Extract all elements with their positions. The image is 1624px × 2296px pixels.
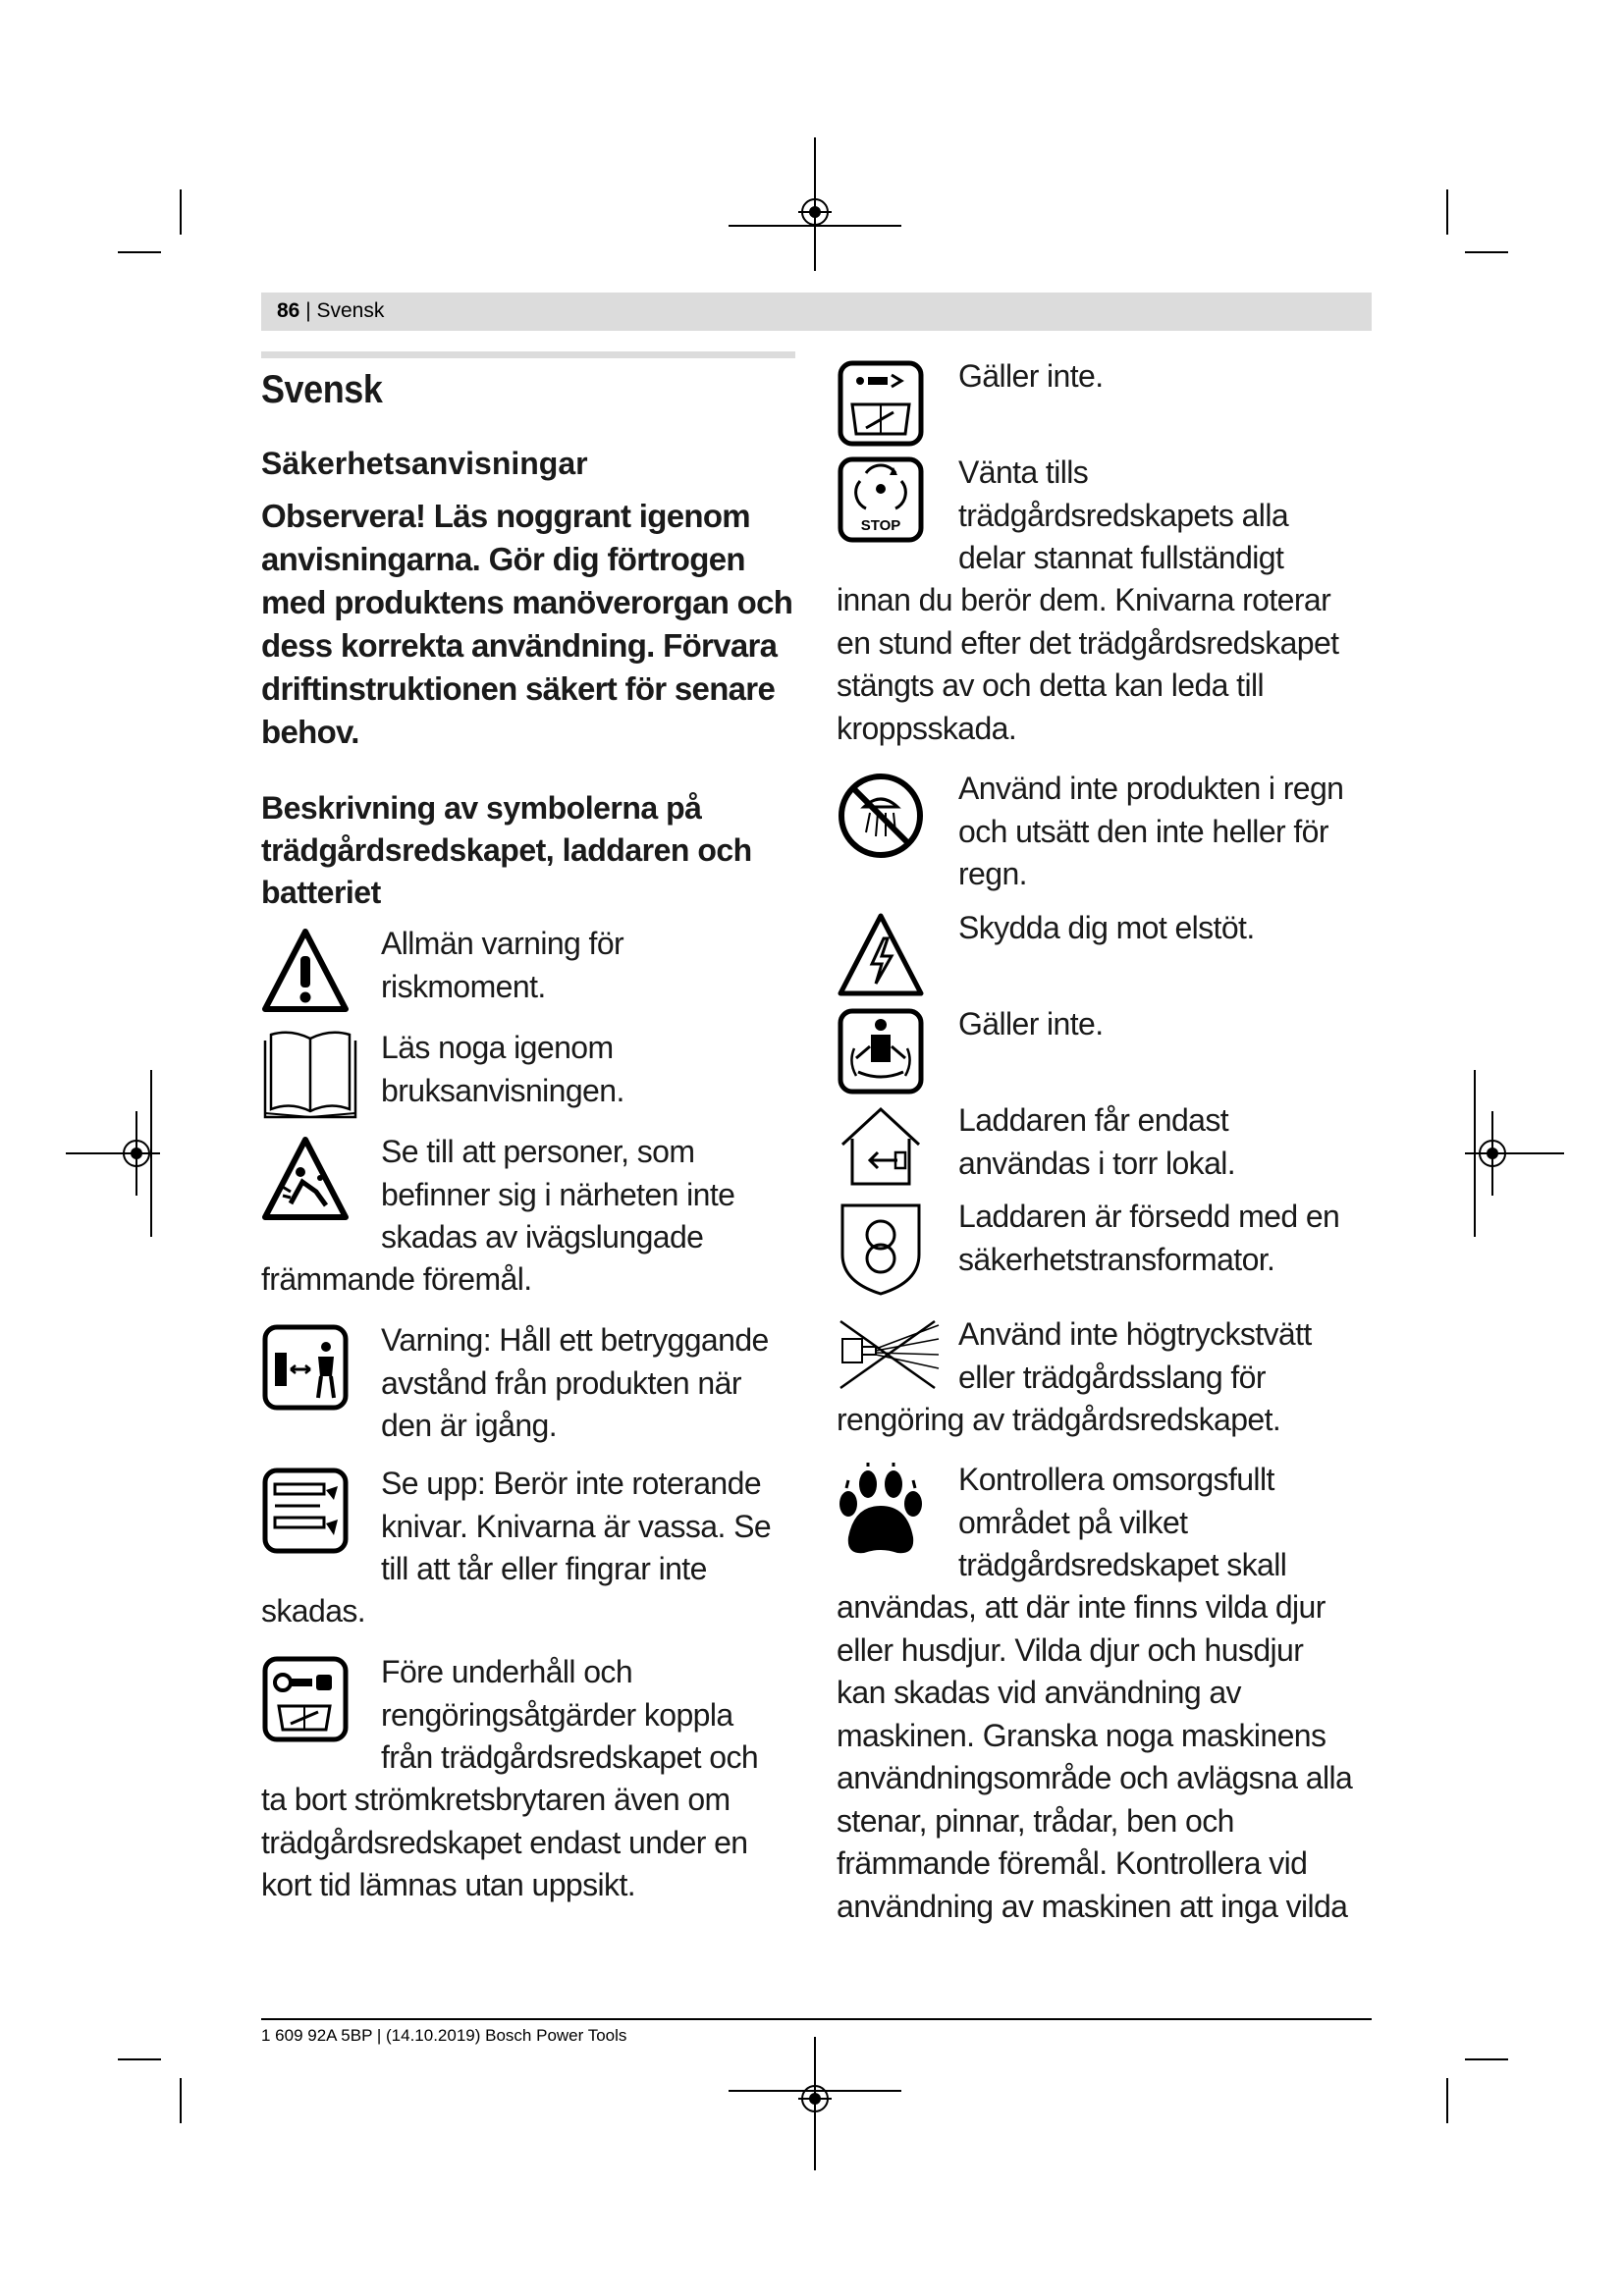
symbol-text-not-applicable-2: [958, 1003, 1104, 1046]
thrown-objects-icon: [261, 1135, 350, 1223]
text-line: regn.: [958, 856, 1027, 891]
text-line: främmande föremål. Kontrollera vid: [837, 1845, 1308, 1881]
text-line: innan du berör dem. Knivarna roterar: [837, 582, 1331, 617]
symbol-text-animals-cont: [837, 1586, 1352, 1928]
footer-rule: [261, 2018, 1372, 2020]
safety-heading: Säkerhetsanvisningar: [261, 446, 588, 481]
symbol-text-not-applicable-1: [958, 355, 1104, 399]
no-pressure-washer-icon: [837, 1317, 945, 1392]
symbol-text-general-warning: [381, 923, 623, 1008]
text-line: skadas.: [261, 1593, 366, 1629]
text-line: användning av maskinen att inga vilda: [837, 1888, 1348, 1924]
text-line: trädgårdsredskapet skall: [958, 1547, 1287, 1582]
text-line: Läs noga igenom: [381, 1030, 614, 1065]
text-line: rengöring av trädgårdsredskapet.: [837, 1402, 1281, 1437]
symbol-text-stop-wait-cont: [837, 579, 1338, 750]
text-line: främmande föremål.: [261, 1261, 532, 1297]
symbols-heading-line: Beskrivning av symbolerna på: [261, 790, 702, 826]
text-line: trädgårdsredskapets alla: [958, 497, 1289, 533]
symbol-text-rotating-blades: [381, 1463, 771, 1591]
text-line: Gäller inte.: [958, 1006, 1104, 1041]
text-line: eller husdjur. Vilda djur och husdjur: [837, 1631, 1304, 1668]
text-line: trädgårdsredskapet endast under en: [261, 1824, 748, 1860]
indoor-dry-icon: [837, 1103, 925, 1192]
registration-mark-bottom: [727, 2037, 903, 2174]
symbol-text-rotating-blades-cont: [261, 1590, 365, 1633]
safety-warning: [261, 495, 811, 754]
symbol-text-safety-transformer: [958, 1196, 1339, 1281]
keep-distance-icon: [261, 1323, 350, 1412]
no-rain-icon: [837, 772, 925, 860]
text-line: till att tår eller fingrar inte: [381, 1551, 707, 1586]
registration-mark-left: [64, 1109, 162, 1198]
symbol-text-indoor-dry: [958, 1099, 1235, 1185]
text-line: användas i torr lokal.: [958, 1145, 1236, 1181]
text-line: kan skadas vid användning av: [837, 1675, 1241, 1710]
text-line: en stund efter det trädgårdsredskapet: [837, 624, 1339, 661]
text-line: stängts av och detta kan leda till: [837, 667, 1264, 703]
text-line: användas, att där inte finns vilda djur: [837, 1589, 1326, 1625]
text-line: bruksanvisningen.: [381, 1072, 624, 1108]
manual-book-icon: [261, 1031, 359, 1121]
safety-warning-line: driftinstruktionen säkert för senare: [261, 670, 776, 707]
symbol-text-no-pressure-washer: [958, 1313, 1312, 1399]
text-line: Se till att personer, som: [381, 1134, 695, 1169]
page-number: 86: [277, 299, 300, 322]
text-line: från trädgårdsredskapet och: [381, 1739, 759, 1775]
symbol-text-read-manual: [381, 1027, 624, 1112]
text-line: befinner sig i närheten inte: [381, 1176, 735, 1212]
text-line: kroppsskada.: [837, 710, 1017, 746]
text-line: Använd inte högtryckstvätt: [958, 1316, 1312, 1352]
text-line: Kontrollera omsorgsfullt: [958, 1462, 1274, 1497]
page-title: Svensk: [261, 368, 383, 411]
text-line: stenar, pinnar, trådar, ben och: [837, 1802, 1234, 1839]
text-line: rengöringsåtgärder koppla: [381, 1696, 733, 1733]
text-line: den är igång.: [381, 1408, 558, 1443]
text-line: Laddaren får endast: [958, 1102, 1229, 1138]
safety-warning-line: anvisningarna. Gör dig förtrogen: [261, 541, 745, 577]
symbol-text-animals: [958, 1459, 1286, 1587]
text-line: säkerhetstransformator.: [958, 1241, 1275, 1277]
symbol-text-thrown-objects: [381, 1131, 734, 1259]
text-line: eller trädgårdsslang för: [958, 1359, 1266, 1395]
text-line: området på vilket: [958, 1504, 1188, 1540]
text-line: knivar. Knivarna är vassa. Se: [381, 1508, 772, 1544]
symbol-text-no-rain: [958, 768, 1343, 896]
doc-number: 1 609 92A 5BP: [261, 2026, 373, 2045]
symbols-heading-line: trädgårdsredskapet, laddaren och: [261, 832, 752, 868]
symbol-text-electric-shock: [958, 907, 1255, 950]
text-line: delar stannat fullständigt: [958, 540, 1284, 575]
header-section: Svensk: [316, 299, 385, 322]
symbol-text-disconnect: [381, 1651, 758, 1780]
symbol-text-keep-distance: [381, 1319, 769, 1448]
running-header: 86 | Svensk: [277, 299, 385, 322]
safety-transformer-icon: [837, 1200, 925, 1298]
safety-warning-line: behov.: [261, 714, 359, 750]
electric-shock-icon: [837, 911, 925, 999]
operator-icon: [837, 1007, 925, 1095]
symbol-text-no-pressure-washer-cont: [837, 1399, 1280, 1442]
animal-paw-icon: [837, 1463, 925, 1557]
text-line: Varning: Håll ett betryggande: [381, 1322, 769, 1358]
text-line: ta bort strömkretsbrytaren även om: [261, 1782, 731, 1817]
rotating-blades-icon: [261, 1467, 350, 1555]
stop-wait-icon: [837, 455, 925, 544]
symbol-text-disconnect-cont: [261, 1779, 748, 1907]
svg-text:STOP: STOP: [860, 517, 901, 534]
text-line: avstånd från produkten när: [381, 1364, 741, 1401]
safety-warning-line: med produktens manöverorgan och: [261, 584, 793, 620]
doc-date: (14.10.2019): [386, 2026, 481, 2045]
safety-warning-line: dess korrekta användning. Förvara: [261, 627, 778, 664]
text-line: Använd inte produkten i regn: [958, 771, 1344, 806]
footer-brand: Bosch Power Tools: [485, 2026, 627, 2045]
header-bar: [261, 293, 1372, 331]
warning-triangle-icon: [261, 927, 350, 1015]
text-line: Före underhåll och: [381, 1654, 633, 1689]
symbols-heading-line: batteriet: [261, 875, 381, 910]
symbol-text-stop-wait: [958, 452, 1288, 580]
registration-mark-right: [1463, 1109, 1566, 1198]
safety-warning-line: Observera! Läs noggrant igenom: [261, 498, 750, 534]
symbol-text-thrown-objects-cont: [261, 1258, 532, 1302]
text-line: Se upp: Berör inte roterande: [381, 1466, 762, 1501]
registration-mark-top: [727, 137, 903, 275]
text-line: Gäller inte.: [958, 358, 1104, 394]
section-rule: [261, 351, 795, 358]
text-line: Allmän varning för: [381, 926, 624, 961]
footer: 1 609 92A 5BP | (14.10.2019) Bosch Power Tools: [261, 2026, 627, 2045]
text-line: Skydda dig mot elstöt.: [958, 910, 1255, 945]
text-line: användningsområde och avlägsna alla: [837, 1760, 1353, 1795]
text-line: skadas av ivägslungade: [381, 1219, 704, 1255]
text-line: riskmoment.: [381, 968, 546, 1004]
symbols-heading: [261, 787, 811, 914]
disconnect-key-icon: [261, 1655, 350, 1743]
text-line: och utsätt den inte heller för: [958, 813, 1328, 849]
not-applicable-manual-icon: [837, 359, 925, 448]
text-line: Vänta tills: [958, 454, 1089, 490]
text-line: Laddaren är försedd med en: [958, 1199, 1340, 1234]
text-line: maskinen. Granska noga maskinens: [837, 1717, 1326, 1753]
text-line: kort tid lämnas utan uppsikt.: [261, 1867, 636, 1902]
